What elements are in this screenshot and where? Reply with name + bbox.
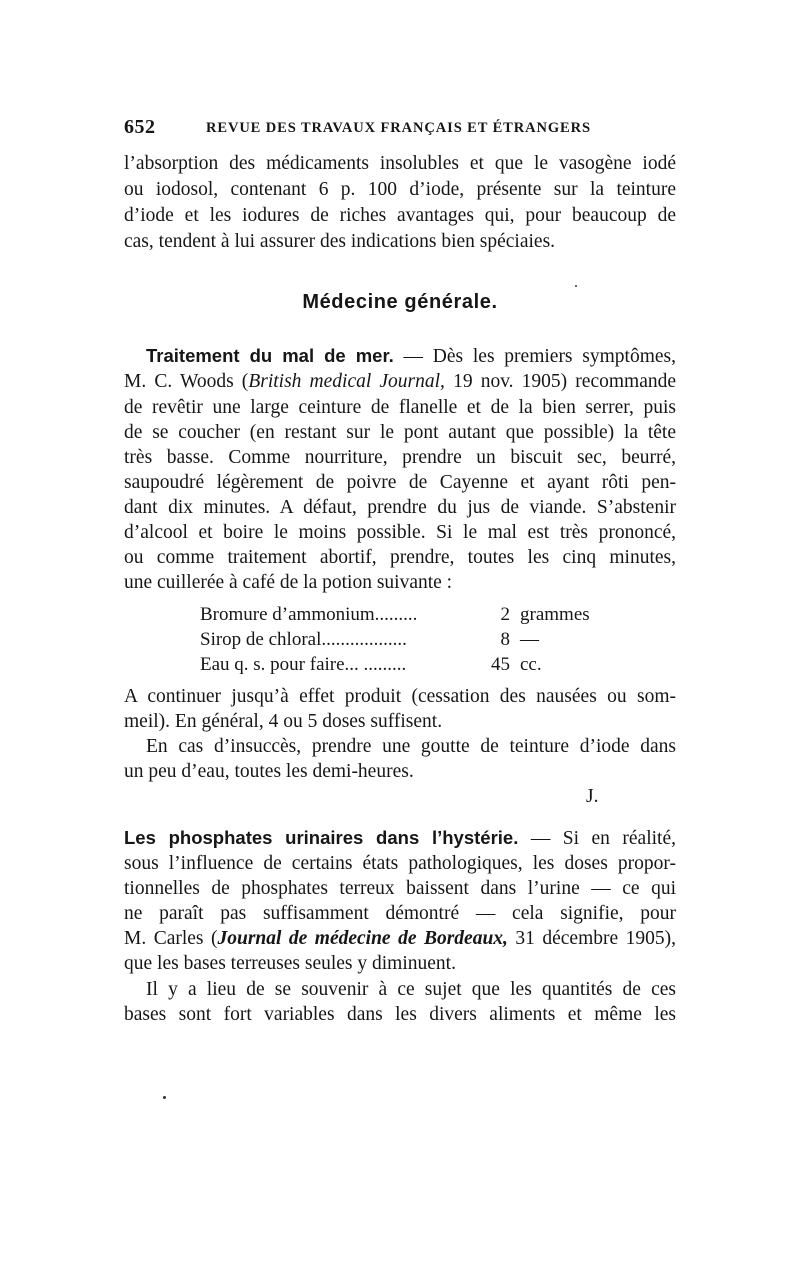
article2-para2-line: Il y a lieu de se souvenir à ce sujet que les quantités de ces bbox=[146, 979, 676, 1000]
article2-title: Les phosphates urinaires dans l’hystérie. bbox=[124, 827, 519, 848]
formula-row bbox=[200, 653, 542, 677]
section-heading: Médecine générale. bbox=[302, 291, 498, 313]
article1-line: dant dix minutes. A défaut, prendre du jus de viande. S’abstenir bbox=[124, 497, 676, 518]
article1-line: saupoudré légèrement de poivre de Cayenne et ayant rôti pen- bbox=[124, 472, 676, 493]
article1-line: une cuillerée à café de la potion suivante : bbox=[124, 572, 453, 593]
page-header bbox=[124, 116, 676, 140]
article1-line1-rest: — Dès les premiers symptômes, bbox=[393, 346, 676, 367]
article1-line: ou comme traitement abortif, prendre, toutes les cinq minutes, bbox=[124, 547, 676, 568]
formula-row bbox=[200, 603, 590, 627]
article1-line2 bbox=[124, 370, 676, 394]
formula-row bbox=[200, 628, 539, 652]
formula-unit: cc. bbox=[520, 654, 542, 675]
intro-line: d’iode et les iodures de riches avantages qui, pour beaucoup de bbox=[124, 205, 676, 226]
article2-line5 bbox=[124, 927, 676, 951]
article1-para2-line: En cas d’insuccès, prendre une goutte de teinture d’iode dans bbox=[146, 736, 676, 757]
formula-ingredient: Bromure d’ammonium......... bbox=[200, 604, 418, 625]
article1-line: très basse. Comme nourriture, prendre un biscuit sec, beurré, bbox=[124, 447, 676, 468]
article1-journal: British medical Journal, bbox=[248, 371, 445, 392]
article1-author: M. C. Woods ( bbox=[124, 371, 249, 392]
formula-quantity: 45 bbox=[491, 654, 510, 675]
page-number: 652 bbox=[124, 116, 156, 138]
article1-para2-line: un peu d’eau, toutes les demi-heures. bbox=[124, 761, 414, 782]
article2-author: M. Carles ( bbox=[124, 928, 218, 949]
article2-line1-rest: — Si en réalité, bbox=[518, 828, 676, 849]
intro-line: cas, tendent à lui assurer des indications bien spéciaies. bbox=[124, 231, 556, 252]
print-speck bbox=[163, 1096, 166, 1099]
article1-title: Traitement du mal de mer. bbox=[146, 345, 394, 366]
formula-unit: grammes bbox=[520, 604, 590, 625]
formula-quantity: 2 bbox=[500, 604, 510, 625]
article2-para2-line: bases sont fort variables dans les divers aliments et même les bbox=[124, 1004, 676, 1025]
article1-first-line bbox=[146, 344, 676, 369]
article1-line: de se coucher (en restant sur le pont autant que possible) la tête bbox=[124, 422, 676, 443]
article1-after-line: meil). En général, 4 ou 5 doses suffisent. bbox=[124, 711, 443, 732]
formula-ingredient: Eau q. s. pour faire... ......... bbox=[200, 654, 407, 675]
article2-line: sous l’influence de certains états pathologiques, les doses propor- bbox=[124, 853, 676, 874]
article1-signature: J. bbox=[586, 786, 599, 807]
article1-date: 19 nov. 1905) recommande bbox=[444, 371, 677, 392]
formula-ingredient: Sirop de chloral.................. bbox=[200, 629, 407, 650]
article2-first-line bbox=[124, 826, 676, 851]
formula-unit: — bbox=[520, 629, 539, 650]
article2-journal: Journal de médecine de Bordeaux, bbox=[217, 928, 508, 949]
article2-line: ne paraît pas suffisamment démontré — cela signifie, pour bbox=[124, 903, 676, 924]
article2-line: tionnelles de phosphates terreux baissent dans l’urine — ce qui bbox=[124, 878, 676, 899]
article2-line6: que les bases terreuses seules y diminuent. bbox=[124, 953, 456, 974]
article1-line: de revêtir une large ceinture de flanelle et de la bien serrer, puis bbox=[124, 397, 676, 418]
running-title: REVUE DES TRAVAUX FRANÇAIS ET ÉTRANGERS bbox=[206, 120, 591, 136]
formula-quantity: 8 bbox=[500, 629, 510, 650]
intro-line: l’absorption des médicaments insolubles et que le vasogène iodé bbox=[124, 153, 676, 174]
article1-after-line: A continuer jusqu’à effet produit (cessation des nausées ou som- bbox=[124, 686, 676, 707]
print-speck bbox=[575, 285, 577, 287]
article2-date: 31 décembre 1905), bbox=[507, 928, 676, 949]
article1-line: d’alcool et boire le moins possible. Si le mal est très prononcé, bbox=[124, 522, 676, 543]
intro-line: ou iodosol, contenant 6 p. 100 d’iode, présente sur la teinture bbox=[124, 179, 676, 200]
